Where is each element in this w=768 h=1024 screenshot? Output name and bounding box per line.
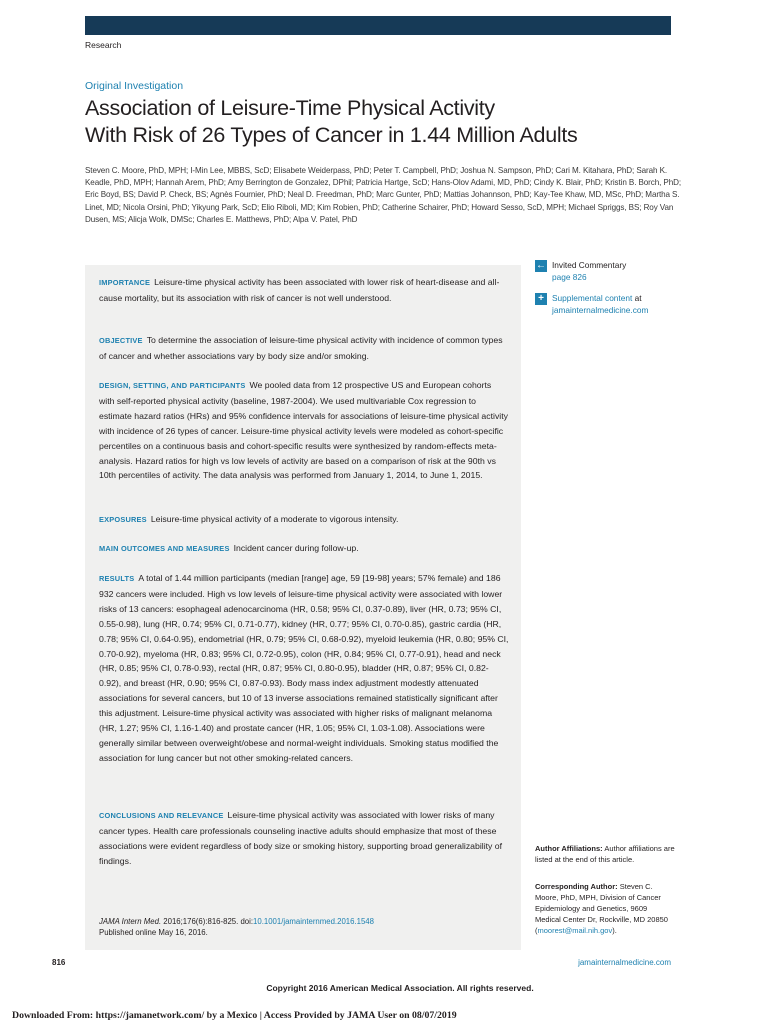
supplemental-content-link[interactable]	[535, 293, 675, 317]
abstract-conclusions	[99, 808, 509, 869]
abstract-outcomes	[99, 541, 509, 557]
design-text: We pooled data from 12 prospective US and European cohorts with self-reported physical activity (baseline, 1987-2004). We used multivariable Cox regression to estimate hazard ratios (HRs) and 95% confidence intervals for associations of leisure-time physical activity with incidence of 26 types of cancer. Leisure-time physical activity levels were modeled as cohort-specific percentiles on a continuous basis and cohort-specific results were synthesized by random-effects meta-analysis. Hazard ratios for high vs low levels of activity are based on a comparison of risk at the 90th vs 10th percentiles of activity. The data analysis was performed from January 1, 2014, to June 1, 2015.	[99, 380, 508, 481]
author-affiliations	[535, 843, 675, 865]
corresponding-close: ).	[612, 926, 617, 936]
affiliations-heading: Author Affiliations:	[535, 844, 603, 853]
exposures-heading: EXPOSURES	[99, 515, 147, 524]
conclusions-heading: CONCLUSIONS AND RELEVANCE	[99, 811, 224, 820]
invited-commentary-link[interactable]	[535, 260, 675, 284]
title-line-1: Association of Leisure-Time Physical Activity	[85, 96, 495, 120]
citation-ref: 2016;176(6):816-825. doi:	[163, 917, 254, 926]
corresponding-text: Steven C. Moore, PhD, MPH, Division of Cancer Epidemiology and Genetics, 9609 Medical Center Dr, Rockville, MD 20850 (	[535, 882, 668, 936]
author-list: Steven C. Moore, PhD, MPH; I-Min Lee, MBBS, ScD; Elisabete Weiderpass, PhD; Peter T. Campbell, PhD; Joshua N. Sampson, PhD; Cari M. Kitahara, PhD; Sarah K. Keadle, PhD, MPH; Hannah Arem, PhD; Amy Berrington de Gonzalez, DPhil; Patricia Hartge, ScD; Hans-Olov Adami, MD, PhD; Cindy K. Blair, PhD; Kristin B. Borch, PhD; Eric Boyd, BS; David P. Check, BS; Agnès Fournier, PhD; Neal D. Freedman, PhD; Marc Gunter, PhD; Mattias Johannson, PhD; Kay-Tee Khaw, MD, MSc, PhD; Martha S. Linet, MD; Nicola Orsini, PhD; Yikyung Park, ScD; Elio Riboli, MD; Kim Robien, PhD; Catherine Schairer, PhD; Howard Sesso, ScD, MPH; Michael Spriggs, BS; Roy Van Dusen, MS; Alicja Wolk, DMSc; Charles E. Matthews, PhD; Alpa V. Patel, PhD	[85, 166, 682, 224]
citation-published: Published online May 16, 2016.	[99, 928, 208, 937]
journal-url-link[interactable]: jamainternalmedicine.com	[578, 958, 671, 967]
outcomes-heading: MAIN OUTCOMES AND MEASURES	[99, 544, 230, 553]
citation	[99, 916, 499, 938]
conclusions-text: Leisure-time physical activity was associated with lower risks of many cancer types. Health care professionals counseling inactive adults should emphasize that most of these associations were evident regardless of body size or smoking history, supporting broad generalizability of findings.	[99, 810, 503, 866]
supplemental-url-link[interactable]: jamainternalmedicine.com	[552, 304, 649, 315]
supplemental-label[interactable]: Supplemental content	[552, 293, 633, 303]
design-heading: DESIGN, SETTING, AND PARTICIPANTS	[99, 381, 246, 390]
copyright-notice	[0, 983, 768, 993]
commentary-label: Invited Commentary	[552, 260, 627, 270]
supplemental-at: at	[634, 293, 642, 303]
importance-text: Leisure-time physical activity has been associated with lower risk of heart-disease and all-cause mortality, but its association with risk of cancer is not well understood.	[99, 277, 500, 303]
corresponding-author	[535, 881, 675, 936]
corresponding-heading: Corresponding Author:	[535, 882, 618, 891]
abstract-exposures	[99, 512, 509, 528]
importance-heading: IMPORTANCE	[99, 278, 151, 287]
exposures-text: Leisure-time physical activity of a moderate to vigorous intensity.	[150, 514, 399, 524]
abstract-objective	[99, 333, 509, 364]
header-bar	[85, 16, 671, 35]
article-title	[85, 95, 685, 149]
results-heading: RESULTS	[99, 574, 135, 583]
commentary-page-link[interactable]: page 826	[552, 271, 587, 282]
objective-heading: OBJECTIVE	[99, 336, 143, 345]
results-text: A total of 1.44 million participants (median [range] age, 59 [19-98] years; 57% female) and 186 932 cancers were included. High vs low levels of leisure-time physical activity were associated with lower risks of 13 cancers: esophageal adenocarcinoma (HR, 0.58; 95% CI, 0.37-0.89), liver (HR, 0.73; 95% CI, 0.55-0.98), lung (HR, 0.74; 95% CI, 0.71-0.77), kidney (HR, 0.77; 95% CI, 0.70-0.85), gastric cardia (HR, 0.78; 95% CI, 0.64-0.95), endometrial (HR, 0.79; 95% CI, 0.68-0.92), myeloid leukemia (HR, 0.80; 95% CI, 0.70-0.92), myeloma (HR, 0.83; 95% CI, 0.72-0.95), colon (HR, 0.84; 95% CI, 0.77-0.91), head and neck (HR, 0.85; 95% CI, 0.78-0.93), rectal (HR, 0.87; 95% CI, 0.80-0.95), bladder (HR, 0.87; 95% CI, 0.82-0.92), and breast (HR, 0.90; 95% CI, 0.87-0.93). Body mass index adjustment modestly attenuated associations for several cancers, but 10 of 13 inverse associations remained statistically significant after this adjustment. Leisure-time physical activity was associated with higher risks of malignant melanoma (HR, 1.27; 95% CI, 1.16-1.40) and prostate cancer (HR, 1.05; 95% CI, 1.03-1.08). Associations were generally similar between overweight/obese and normal-weight individuals. Smoking status modified the association for lung cancer but not other smoking-related cancers.	[99, 573, 509, 763]
page-number: 816	[52, 958, 66, 967]
section-label: Research	[85, 40, 122, 50]
title-line-2: With Risk of 26 Types of Cancer in 1.44 Million Adults	[85, 123, 578, 147]
copyright-text: Copyright 2016 American Medical Association. All rights reserved.	[266, 983, 534, 993]
article-type: Original Investigation	[85, 80, 184, 92]
download-notice: Downloaded From: https://jamanetwork.com/ by a Mexico | Access Provided by JAMA User on 08/07/2019	[12, 1010, 457, 1021]
affiliations-text: Author affiliations are listed at the end of this article.	[535, 844, 675, 865]
abstract-importance	[99, 275, 509, 306]
arrow-left-icon: ←	[536, 260, 546, 271]
citation-doi-link[interactable]: 10.1001/jamainternmed.2016.1548	[253, 917, 374, 926]
corresponding-email-link[interactable]: moorest@mail.nih.gov	[537, 926, 613, 936]
abstract-design	[99, 378, 509, 483]
citation-journal: JAMA Intern Med.	[99, 917, 162, 926]
objective-text: To determine the association of leisure-time physical activity with incidence of common types of cancer and whether associations vary by body size and/or smoking.	[99, 335, 503, 361]
abstract-results	[99, 571, 509, 766]
abstract-box	[85, 265, 521, 950]
plus-icon: +	[535, 293, 547, 305]
outcomes-text: Incident cancer during follow-up.	[233, 543, 359, 553]
